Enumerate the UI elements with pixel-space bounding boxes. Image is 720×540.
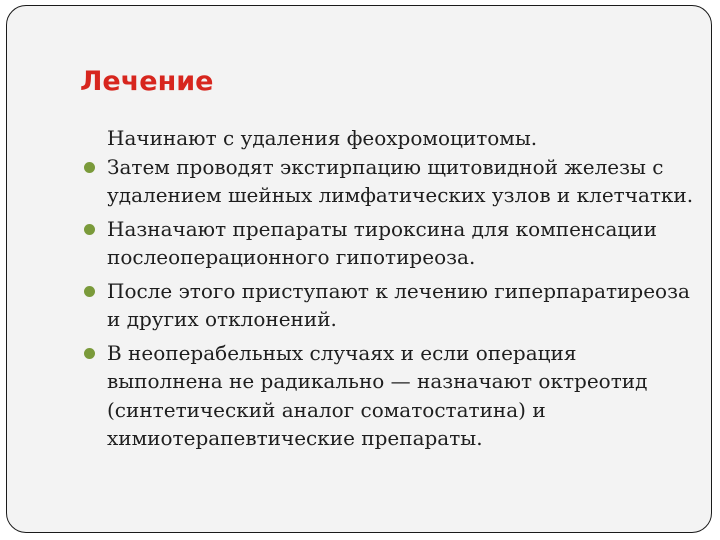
bullet-item xyxy=(79,215,694,272)
bullet-icon xyxy=(84,286,95,297)
bullet-item xyxy=(79,153,694,210)
slide-title: Лечение xyxy=(80,66,214,97)
bullet-item xyxy=(79,339,694,453)
bullet-text: В неоперабельных случаях и если операция выполнена не радикально — назначают октреотид (синтетический аналог соматостатина) и химиотерапевтические препараты. xyxy=(107,340,648,450)
bullet-icon xyxy=(84,348,95,359)
bullet-text: Назначают препараты тироксина для компенсации послеоперационного гипотиреоза. xyxy=(107,216,657,269)
slide-frame xyxy=(6,5,712,533)
intro-text: Начинают с удаления феохромоцитомы. xyxy=(107,126,538,150)
slide-content xyxy=(79,124,694,458)
bullet-list xyxy=(79,153,694,453)
bullet-icon xyxy=(84,162,95,173)
bullet-text: После этого приступают к лечению гиперпаратиреоза и других отклонений. xyxy=(107,278,690,331)
bullet-icon xyxy=(84,224,95,235)
bullet-text: Затем проводят экстирпацию щитовидной железы с удалением шейных лимфатических узлов и клетчатки. xyxy=(107,154,694,207)
bullet-item xyxy=(79,277,694,334)
